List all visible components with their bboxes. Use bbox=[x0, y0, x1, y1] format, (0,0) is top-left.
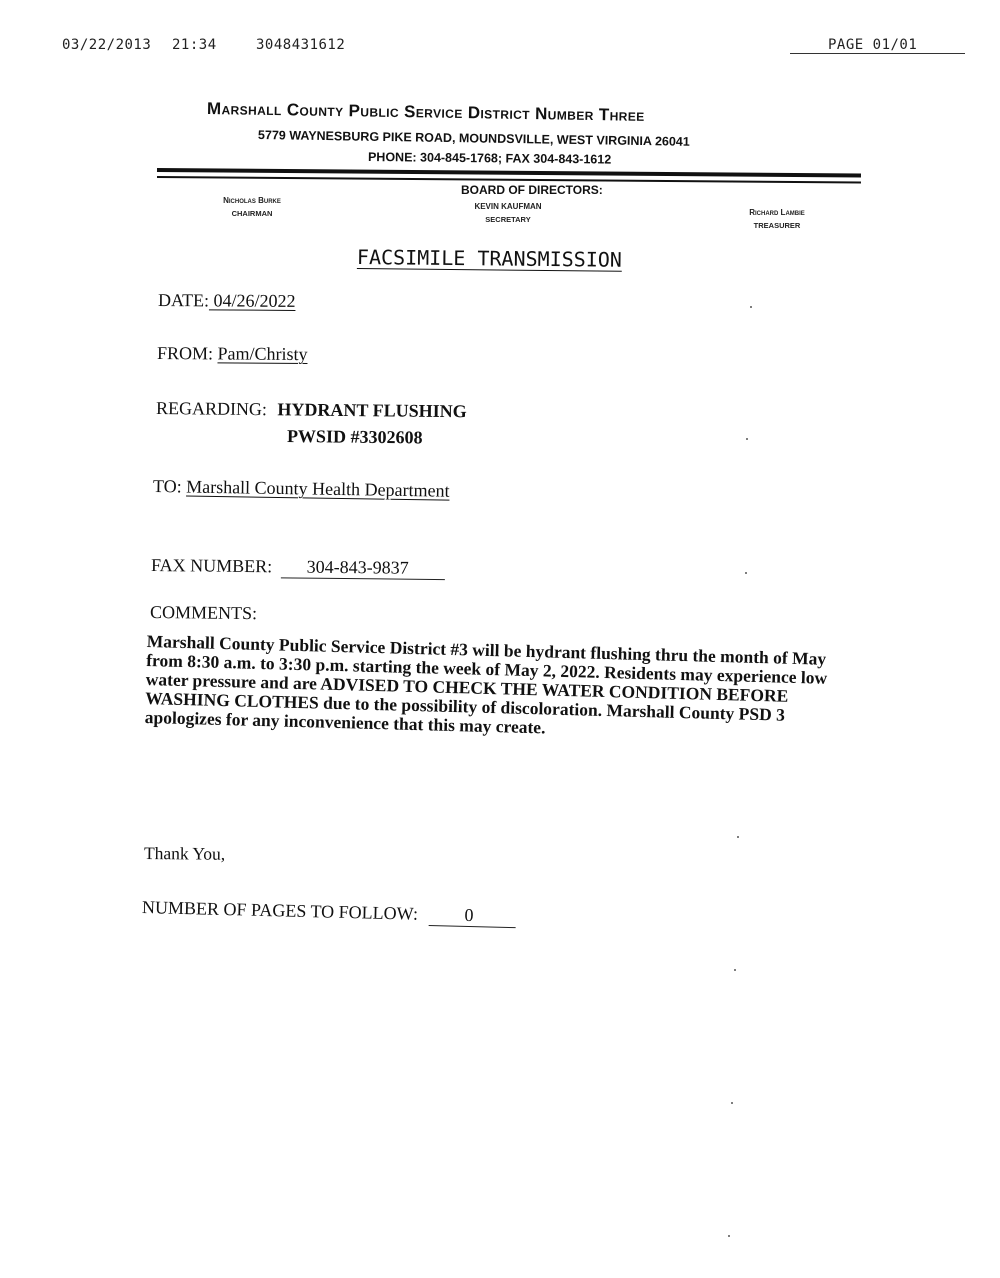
comments-body: Marshall County Public Service District #3 will be hydrant flushing thru the month of May from 8:30 a.m. to 3:30 p.m. starting the week of May 2, 2022. Residents may experience low water pressure and are ADVISED TO CHECK THE WATER CONDITION BEFORE WASHING CLOTHES due to the possibility of discoloration. Marshall County PSD 3 apologizes for any inconvenience that this may create. bbox=[144, 631, 828, 738]
fax-header-time: 21:34 bbox=[172, 37, 217, 53]
comments-label: COMMENTS: bbox=[149, 602, 258, 624]
to-row bbox=[153, 476, 450, 502]
regarding-label: REGARDING: bbox=[155, 398, 268, 420]
scan-speck bbox=[746, 438, 748, 440]
scan-speck bbox=[745, 572, 747, 574]
fax-header-date: 03/22/2013 bbox=[62, 37, 152, 53]
fax-number-blank bbox=[281, 556, 445, 580]
closing: Thank You, bbox=[143, 843, 226, 864]
scan-speck bbox=[728, 1235, 730, 1237]
fax-number-label: FAX NUMBER: bbox=[150, 555, 273, 577]
scan-speck bbox=[734, 969, 736, 971]
pages-to-follow-label: NUMBER OF PAGES TO FOLLOW: bbox=[141, 897, 419, 924]
officer-name: Nicholas Burke bbox=[223, 196, 281, 205]
fax-number-row bbox=[151, 555, 445, 580]
officer-secretary bbox=[448, 200, 568, 226]
officer-title: SECRETARY bbox=[485, 215, 531, 224]
scan-speck bbox=[737, 836, 739, 838]
organization-address: 5779 WAYNESBURG PIKE ROAD, MOUNDSVILLE, WEST VIRGINIA 26041 bbox=[257, 128, 690, 149]
scan-speck bbox=[731, 1102, 733, 1104]
pages-to-follow-blank bbox=[428, 904, 516, 928]
fax-number-value: 304-843-9837 bbox=[306, 556, 409, 578]
organization-phone-fax: PHONE: 304-845-1768; FAX 304-843-1612 bbox=[367, 150, 612, 167]
document-title: FACSIMILE TRANSMISSION bbox=[356, 245, 623, 272]
date-label: DATE: bbox=[157, 290, 210, 311]
fax-header-rule bbox=[790, 53, 965, 54]
regarding-value: HYDRANT FLUSHING bbox=[277, 399, 467, 422]
pages-to-follow-value: 0 bbox=[464, 904, 474, 926]
officer-treasurer bbox=[717, 206, 837, 232]
regarding-pwsid: PWSID #3302608 bbox=[286, 426, 423, 448]
pages-to-follow-row bbox=[142, 897, 516, 928]
organization-name: Marshall County Public Service District Number Three bbox=[206, 99, 645, 125]
from-value: Pam/Christy bbox=[217, 343, 308, 365]
officer-name: KEVIN KAUFMAN bbox=[474, 202, 542, 211]
scan-speck bbox=[750, 306, 752, 308]
regarding-row bbox=[156, 398, 467, 422]
to-label: TO: bbox=[152, 476, 182, 497]
officer-chairman bbox=[192, 194, 312, 220]
fax-header-number: 3048431612 bbox=[256, 37, 346, 53]
to-value: Marshall County Health Department bbox=[186, 476, 450, 501]
fax-header-page: PAGE 01/01 bbox=[828, 37, 918, 53]
officer-name: Richard Lambie bbox=[749, 208, 805, 217]
date-row bbox=[158, 290, 296, 312]
officer-title: CHAIRMAN bbox=[231, 209, 273, 218]
officer-title: TREASURER bbox=[753, 221, 801, 230]
from-label: FROM: bbox=[156, 343, 214, 364]
from-row bbox=[157, 343, 308, 365]
board-heading: BOARD OF DIRECTORS: bbox=[461, 183, 603, 197]
date-value: 04/26/2022 bbox=[208, 290, 296, 311]
